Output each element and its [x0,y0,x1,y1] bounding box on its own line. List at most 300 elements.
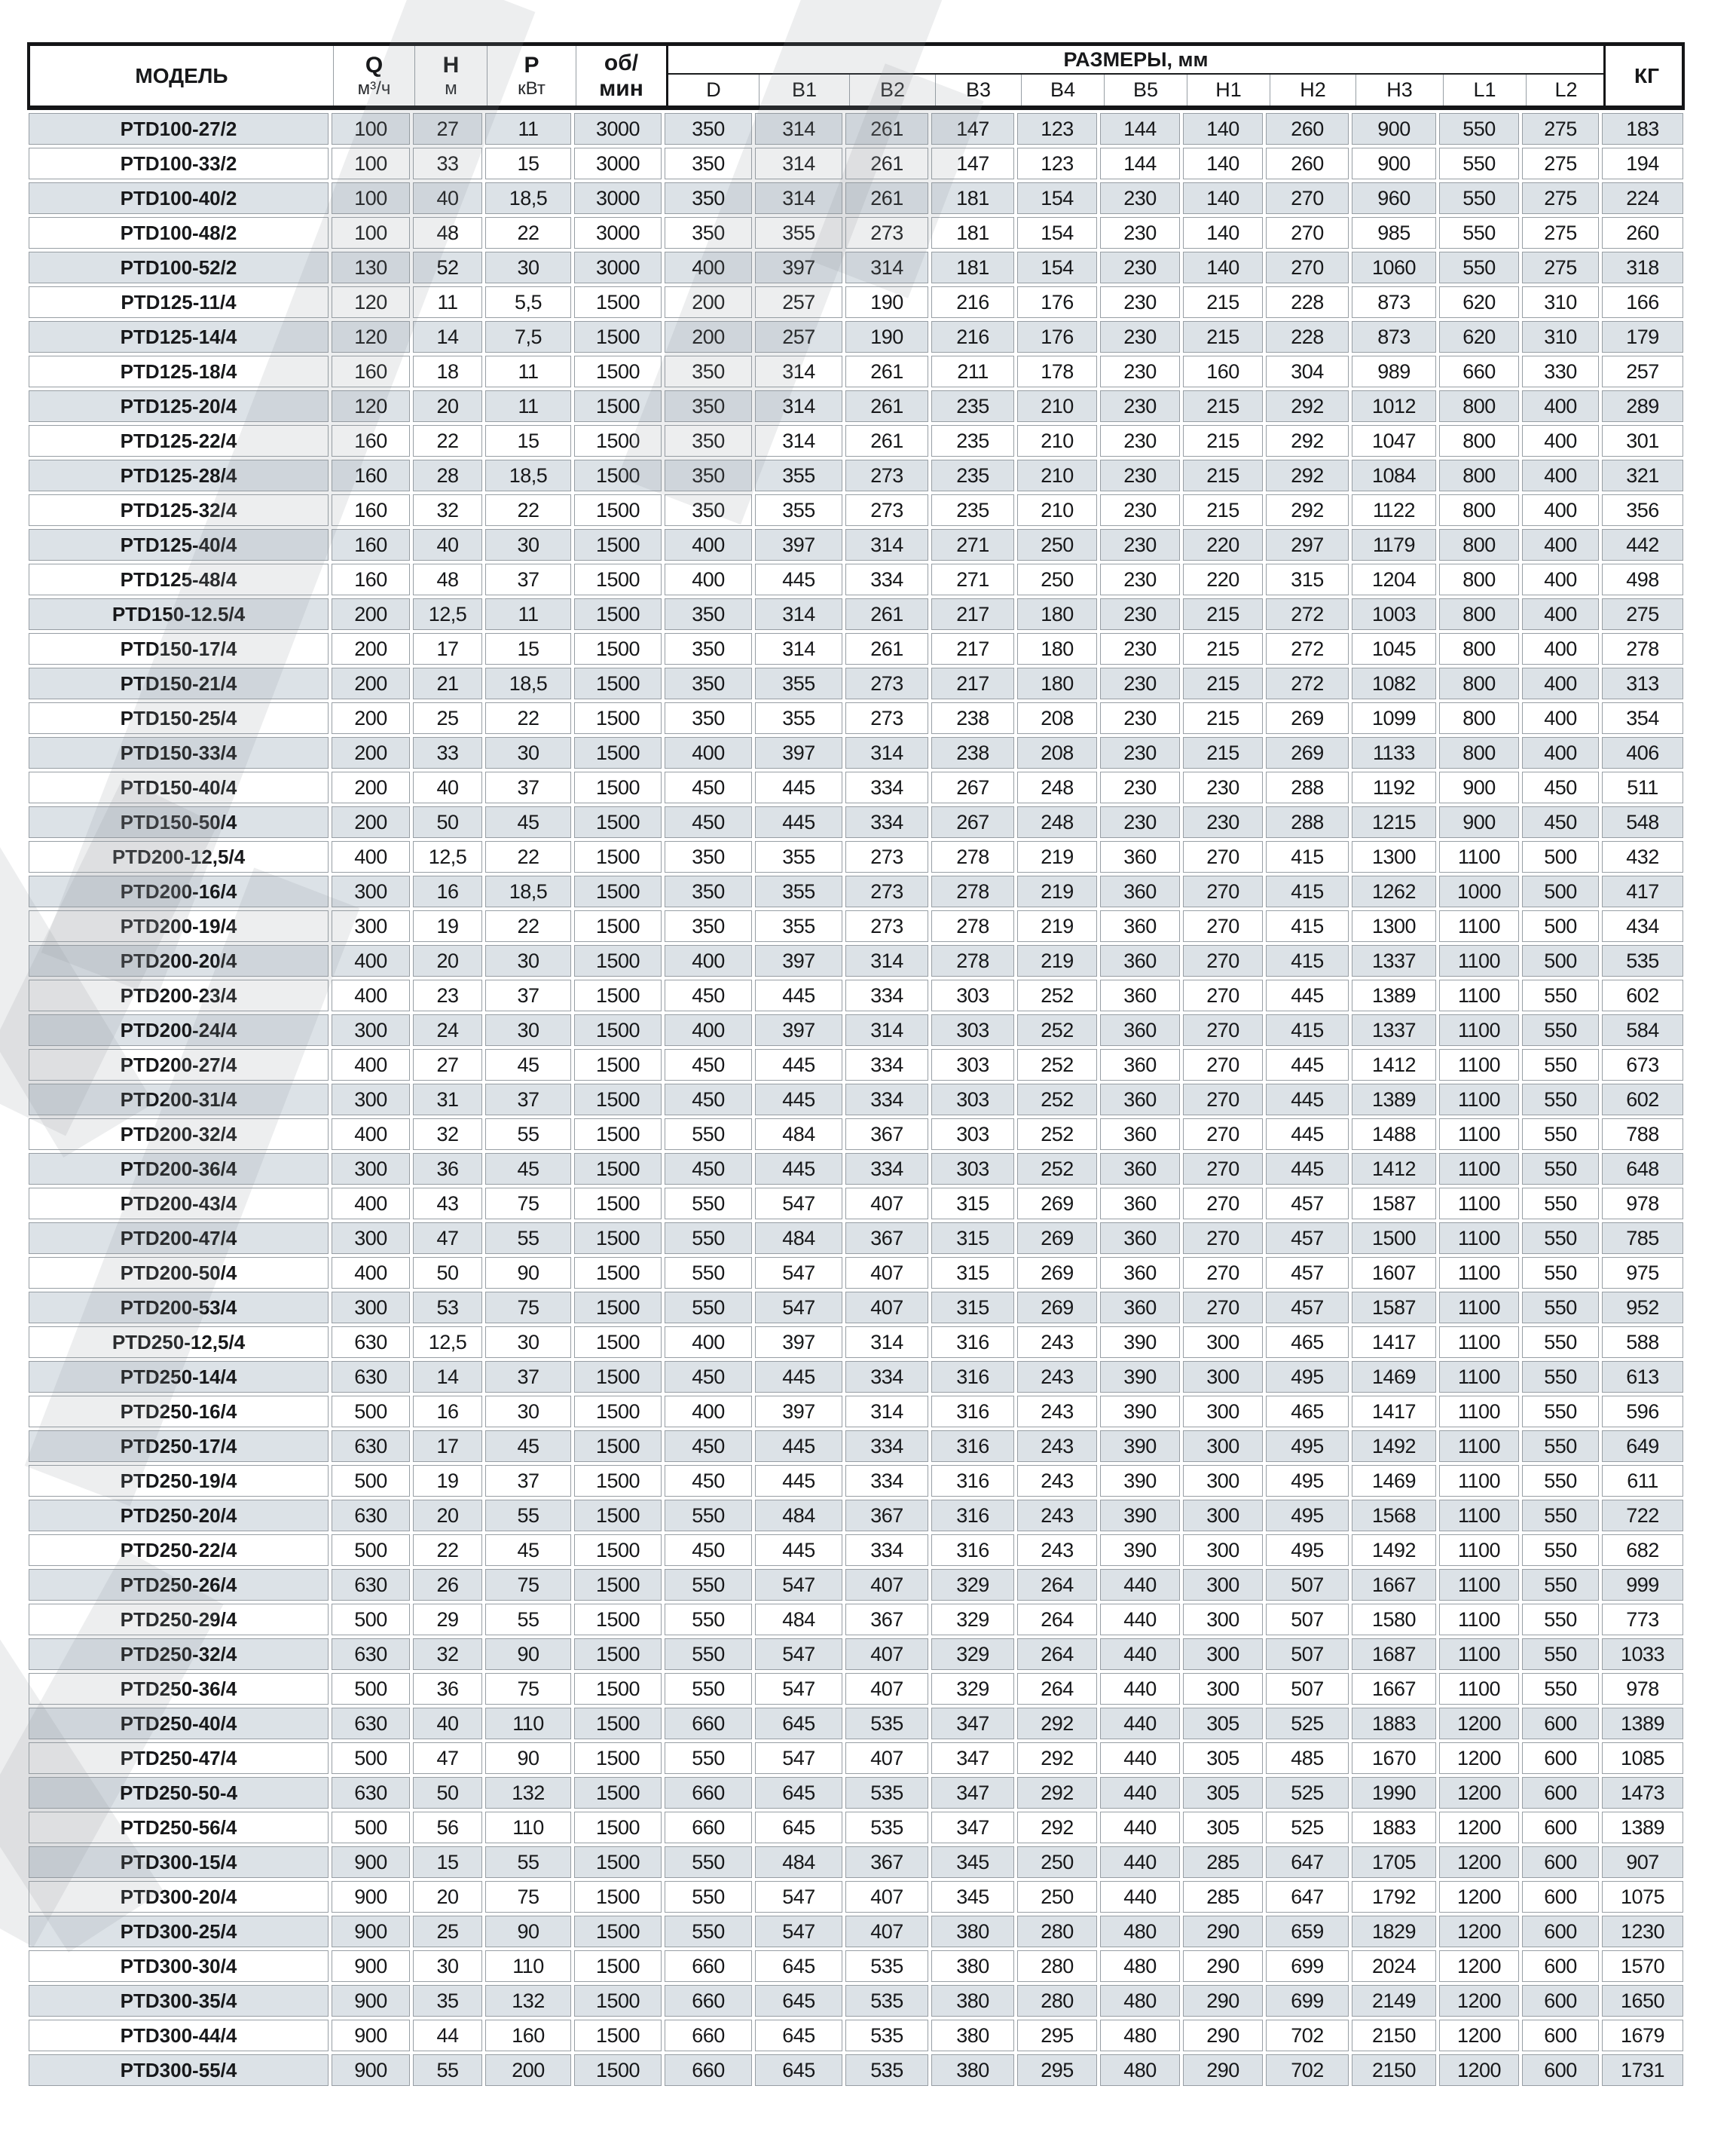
value-cell: 547 [755,1916,842,1947]
value-cell: 673 [1602,1049,1683,1081]
value-cell: 220 [1183,529,1263,561]
value-cell: 550 [1522,1673,1599,1705]
value-cell: 22 [413,1534,482,1566]
value-cell: 230 [1100,217,1180,249]
model-cell: PTD200-20/4 [29,945,329,977]
table-row [27,1845,1685,1879]
value-cell: 550 [1522,1153,1599,1185]
value-cell: 30 [485,945,571,977]
value-cell: 270 [1183,1257,1263,1289]
value-cell: 1500 [574,1084,662,1115]
value-cell: 235 [931,425,1014,457]
value-cell: 1100 [1439,1118,1519,1150]
value-cell: 360 [1100,1118,1180,1150]
value-cell: 602 [1602,980,1683,1011]
header-dim-b3: B3 [935,75,1021,106]
value-cell: 1500 [574,910,662,942]
value-cell: 35 [413,1985,482,2017]
value-cell: 380 [931,1985,1014,2017]
value-cell: 360 [1100,1049,1180,1081]
value-cell: 400 [1522,633,1599,665]
value-cell: 270 [1183,1153,1263,1185]
model-cell: PTD250-29/4 [29,1604,329,1635]
value-cell: 215 [1183,425,1263,457]
value-cell: 347 [931,1812,1014,1843]
value-cell: 1100 [1439,1222,1519,1254]
value-cell: 390 [1100,1396,1180,1427]
value-cell: 1133 [1352,737,1436,769]
value-cell: 1469 [1352,1361,1436,1393]
value-cell: 269 [1017,1188,1097,1219]
value-cell: 1500 [574,1222,662,1254]
value-cell: 400 [332,1188,410,1219]
value-cell: 390 [1100,1326,1180,1358]
value-cell: 1492 [1352,1430,1436,1462]
value-cell: 314 [845,1326,928,1358]
value-cell: 55 [485,1604,571,1635]
model-cell: PTD250-12,5/4 [29,1326,329,1358]
value-cell: 27 [413,1049,482,1081]
table-row [27,1394,1685,1429]
value-cell: 1200 [1439,1742,1519,1774]
value-cell: 355 [755,910,842,942]
value-cell: 1100 [1439,1396,1519,1427]
value-cell: 7,5 [485,321,571,353]
value-cell: 1469 [1352,1465,1436,1497]
value-cell: 270 [1183,876,1263,907]
value-cell: 12,5 [413,841,482,873]
model-cell: PTD300-30/4 [29,1950,329,1982]
value-cell: 140 [1183,113,1263,145]
table-row [27,874,1685,909]
value-cell: 511 [1602,772,1683,803]
value-cell: 300 [332,1292,410,1323]
value-cell: 345 [931,1881,1014,1913]
value-cell: 1100 [1439,1361,1519,1393]
value-cell: 200 [332,633,410,665]
value-cell: 290 [1183,1916,1263,1947]
value-cell: 1500 [574,633,662,665]
value-cell: 303 [931,1153,1014,1185]
value-cell: 19 [413,910,482,942]
value-cell: 1488 [1352,1118,1436,1150]
model-cell: PTD125-20/4 [29,390,329,422]
value-cell: 550 [1439,182,1519,214]
table-row [27,770,1685,805]
value-cell: 800 [1439,702,1519,734]
value-cell: 347 [931,1708,1014,1739]
value-cell: 273 [845,876,928,907]
value-cell: 270 [1183,945,1263,977]
value-cell: 180 [1017,668,1097,699]
value-cell: 144 [1100,148,1180,179]
value-cell: 230 [1100,182,1180,214]
value-cell: 90 [485,1742,571,1774]
value-cell: 230 [1100,460,1180,491]
value-cell: 47 [413,1742,482,1774]
header-dim-d: D [706,78,721,101]
value-cell: 485 [1266,1742,1349,1774]
value-cell: 550 [665,1257,752,1289]
value-cell: 1300 [1352,841,1436,873]
table-row [27,666,1685,701]
value-cell: 32 [413,1638,482,1670]
value-cell: 900 [332,1846,410,1878]
model-cell: PTD250-26/4 [29,1569,329,1601]
value-cell: 257 [755,286,842,318]
value-cell: 1500 [574,668,662,699]
value-cell: 1003 [1352,598,1436,630]
value-cell: 1100 [1439,1257,1519,1289]
model-cell: PTD200-12,5/4 [29,841,329,873]
value-cell: 1100 [1439,1014,1519,1046]
value-cell: 645 [755,1708,842,1739]
value-cell: 400 [665,529,752,561]
value-cell: 1100 [1439,1604,1519,1635]
value-cell: 645 [755,1985,842,2017]
value-cell: 547 [755,1569,842,1601]
value-cell: 176 [1017,321,1097,353]
table-row [27,736,1685,770]
value-cell: 300 [1183,1604,1263,1635]
value-cell: 1012 [1352,390,1436,422]
table-row [27,1325,1685,1359]
value-cell: 355 [755,841,842,873]
value-cell: 334 [845,806,928,838]
header-model-label: МОДЕЛЬ [135,63,228,87]
value-cell: 1200 [1439,1916,1519,1947]
value-cell: 445 [755,1049,842,1081]
value-cell: 484 [755,1222,842,1254]
value-cell: 230 [1100,633,1180,665]
value-cell: 978 [1602,1673,1683,1705]
value-cell: 300 [1183,1396,1263,1427]
value-cell: 181 [931,217,1014,249]
value-cell: 30 [413,1950,482,1982]
value-cell: 800 [1439,668,1519,699]
value-cell: 334 [845,1361,928,1393]
model-cell: PTD200-16/4 [29,876,329,907]
value-cell: 261 [845,425,928,457]
header-h-label: Н [442,52,460,78]
value-cell: 329 [931,1604,1014,1635]
value-cell: 179 [1602,321,1683,353]
value-cell: 270 [1183,1222,1263,1254]
value-cell: 445 [1266,980,1349,1011]
value-cell: 1500 [574,564,662,595]
value-cell: 397 [755,737,842,769]
value-cell: 23 [413,980,482,1011]
value-cell: 440 [1100,1708,1180,1739]
value-cell: 495 [1266,1430,1349,1462]
value-cell: 350 [665,598,752,630]
value-cell: 314 [755,113,842,145]
value-cell: 445 [1266,1153,1349,1185]
value-cell: 269 [1017,1257,1097,1289]
value-cell: 450 [665,1534,752,1566]
value-cell: 17 [413,1430,482,1462]
value-cell: 535 [845,2020,928,2051]
value-cell: 550 [1522,1014,1599,1046]
value-cell: 600 [1522,1950,1599,1982]
value-cell: 390 [1100,1361,1180,1393]
value-cell: 160 [332,425,410,457]
value-cell: 160 [332,356,410,387]
table-row [27,632,1685,666]
value-cell: 200 [665,321,752,353]
table-row [27,1186,1685,1221]
value-cell: 450 [665,772,752,803]
value-cell: 360 [1100,841,1180,873]
value-cell: 230 [1100,772,1180,803]
value-cell: 285 [1183,1881,1263,1913]
value-cell: 1705 [1352,1846,1436,1878]
value-cell: 550 [1522,980,1599,1011]
value-cell: 22 [485,910,571,942]
value-cell: 1670 [1352,1742,1436,1774]
value-cell: 215 [1183,737,1263,769]
value-cell: 273 [845,494,928,526]
value-cell: 267 [931,806,1014,838]
model-cell: PTD200-32/4 [29,1118,329,1150]
value-cell: 647 [1266,1846,1349,1878]
value-cell: 1500 [1352,1222,1436,1254]
value-cell: 367 [845,1222,928,1254]
value-cell: 350 [665,910,752,942]
value-cell: 110 [485,1950,571,1982]
header-dim-b4: B4 [1021,75,1104,106]
value-cell: 271 [931,529,1014,561]
value-cell: 611 [1602,1465,1683,1497]
value-cell: 535 [845,1950,928,1982]
value-cell: 978 [1602,1188,1683,1219]
value-cell: 75 [485,1188,571,1219]
value-cell: 457 [1266,1257,1349,1289]
value-cell: 208 [1017,737,1097,769]
model-cell: PTD250-47/4 [29,1742,329,1774]
value-cell: 314 [845,945,928,977]
model-cell: PTD150-25/4 [29,702,329,734]
value-cell: 1200 [1439,1985,1519,2017]
value-cell: 800 [1439,529,1519,561]
value-cell: 272 [1266,668,1349,699]
value-cell: 407 [845,1569,928,1601]
value-cell: 450 [665,980,752,1011]
value-cell: 2150 [1352,2020,1436,2051]
table-row [27,1255,1685,1290]
value-cell: 548 [1602,806,1683,838]
value-cell: 238 [931,737,1014,769]
value-cell: 123 [1017,113,1097,145]
value-cell: 210 [1017,460,1097,491]
value-cell: 271 [931,564,1014,595]
value-cell: 3000 [574,217,662,249]
value-cell: 217 [931,598,1014,630]
table-row [27,458,1685,493]
value-cell: 305 [1183,1777,1263,1809]
value-cell: 30 [485,1014,571,1046]
value-cell: 181 [931,252,1014,283]
value-cell: 219 [1017,945,1097,977]
value-cell: 45 [485,1049,571,1081]
value-cell: 630 [332,1430,410,1462]
value-cell: 397 [755,945,842,977]
value-cell: 269 [1017,1292,1097,1323]
table-row [27,320,1685,354]
value-cell: 355 [755,702,842,734]
value-cell: 400 [665,737,752,769]
value-cell: 355 [755,668,842,699]
value-cell: 1500 [574,529,662,561]
header-q-label: Q [365,52,384,78]
value-cell: 15 [485,425,571,457]
value-cell: 45 [485,1153,571,1185]
value-cell: 278 [1602,633,1683,665]
value-cell: 310 [1522,321,1599,353]
value-cell: 550 [1522,1465,1599,1497]
value-cell: 1500 [574,1361,662,1393]
value-cell: 260 [1266,113,1349,145]
value-cell: 270 [1183,1049,1263,1081]
value-cell: 390 [1100,1500,1180,1531]
value-cell: 160 [1183,356,1263,387]
value-cell: 45 [485,1534,571,1566]
value-cell: 682 [1602,1534,1683,1566]
value-cell: 290 [1183,1985,1263,2017]
value-cell: 329 [931,1673,1014,1705]
value-cell: 178 [1017,356,1097,387]
value-cell: 400 [665,1396,752,1427]
value-cell: 329 [931,1638,1014,1670]
model-cell: PTD125-28/4 [29,460,329,491]
value-cell: 29 [413,1604,482,1635]
value-cell: 55 [485,1222,571,1254]
value-cell: 445 [1266,1118,1349,1150]
value-cell: 100 [332,217,410,249]
value-cell: 120 [332,390,410,422]
value-cell: 360 [1100,1084,1180,1115]
value-cell: 295 [1017,2054,1097,2086]
value-cell: 140 [1183,148,1263,179]
table-row [27,1914,1685,1949]
value-cell: 248 [1017,772,1097,803]
value-cell: 321 [1602,460,1683,491]
value-cell: 22 [485,841,571,873]
value-cell: 304 [1266,356,1349,387]
value-cell: 550 [1522,1257,1599,1289]
value-cell: 800 [1439,460,1519,491]
model-cell: PTD300-15/4 [29,1846,329,1878]
value-cell: 400 [332,1118,410,1150]
value-cell: 33 [413,737,482,769]
table-row [27,2053,1685,2087]
table-row [27,1949,1685,1983]
value-cell: 400 [1522,737,1599,769]
value-cell: 397 [755,1326,842,1358]
value-cell: 1500 [574,737,662,769]
value-cell: 230 [1100,356,1180,387]
value-cell: 390 [1100,1534,1180,1566]
value-cell: 630 [332,1569,410,1601]
value-cell: 290 [1183,2054,1263,2086]
value-cell: 800 [1439,390,1519,422]
value-cell: 1500 [574,1638,662,1670]
value-cell: 1100 [1439,945,1519,977]
table-row [27,805,1685,840]
value-cell: 1417 [1352,1326,1436,1358]
value-cell: 900 [332,1881,410,1913]
value-cell: 645 [755,2054,842,2086]
value-cell: 56 [413,1812,482,1843]
table-header [27,42,1685,110]
value-cell: 270 [1183,841,1263,873]
value-cell: 350 [665,494,752,526]
value-cell: 350 [665,356,752,387]
value-cell: 90 [485,1916,571,1947]
value-cell: 30 [485,529,571,561]
value-cell: 147 [931,113,1014,145]
value-cell: 660 [665,2020,752,2051]
header-h [414,46,487,106]
value-cell: 315 [931,1188,1014,1219]
value-cell: 230 [1100,286,1180,318]
value-cell: 243 [1017,1361,1097,1393]
value-cell: 75 [485,1292,571,1323]
value-cell: 37 [485,1084,571,1115]
value-cell: 450 [665,1361,752,1393]
value-cell: 1099 [1352,702,1436,734]
value-cell: 305 [1183,1742,1263,1774]
value-cell: 550 [665,1638,752,1670]
value-cell: 235 [931,494,1014,526]
value-cell: 22 [485,702,571,734]
value-cell: 355 [755,494,842,526]
value-cell: 288 [1266,806,1349,838]
value-cell: 390 [1100,1465,1180,1497]
value-cell: 620 [1439,286,1519,318]
value-cell: 22 [485,494,571,526]
value-cell: 37 [485,564,571,595]
value-cell: 1883 [1352,1812,1436,1843]
value-cell: 900 [332,1916,410,1947]
model-cell: PTD300-35/4 [29,1985,329,2017]
value-cell: 1500 [574,1465,662,1497]
value-cell: 280 [1017,1950,1097,1982]
value-cell: 140 [1183,182,1263,214]
value-cell: 200 [332,668,410,699]
model-cell: PTD150-40/4 [29,772,329,803]
value-cell: 1389 [1602,1812,1683,1843]
header-dim-h2: H2 [1270,75,1355,106]
value-cell: 334 [845,1049,928,1081]
value-cell: 445 [755,1534,842,1566]
value-cell: 445 [755,806,842,838]
value-cell: 1500 [574,1153,662,1185]
value-cell: 100 [332,182,410,214]
value-cell: 1200 [1439,1881,1519,1913]
value-cell: 440 [1100,1881,1180,1913]
value-cell: 314 [755,182,842,214]
value-cell: 550 [1522,1604,1599,1635]
value-cell: 215 [1183,321,1263,353]
value-cell: 334 [845,772,928,803]
model-cell: PTD125-14/4 [29,321,329,353]
value-cell: 272 [1266,633,1349,665]
value-cell: 292 [1266,390,1349,422]
value-cell: 484 [755,1846,842,1878]
value-cell: 21 [413,668,482,699]
value-cell: 90 [485,1638,571,1670]
